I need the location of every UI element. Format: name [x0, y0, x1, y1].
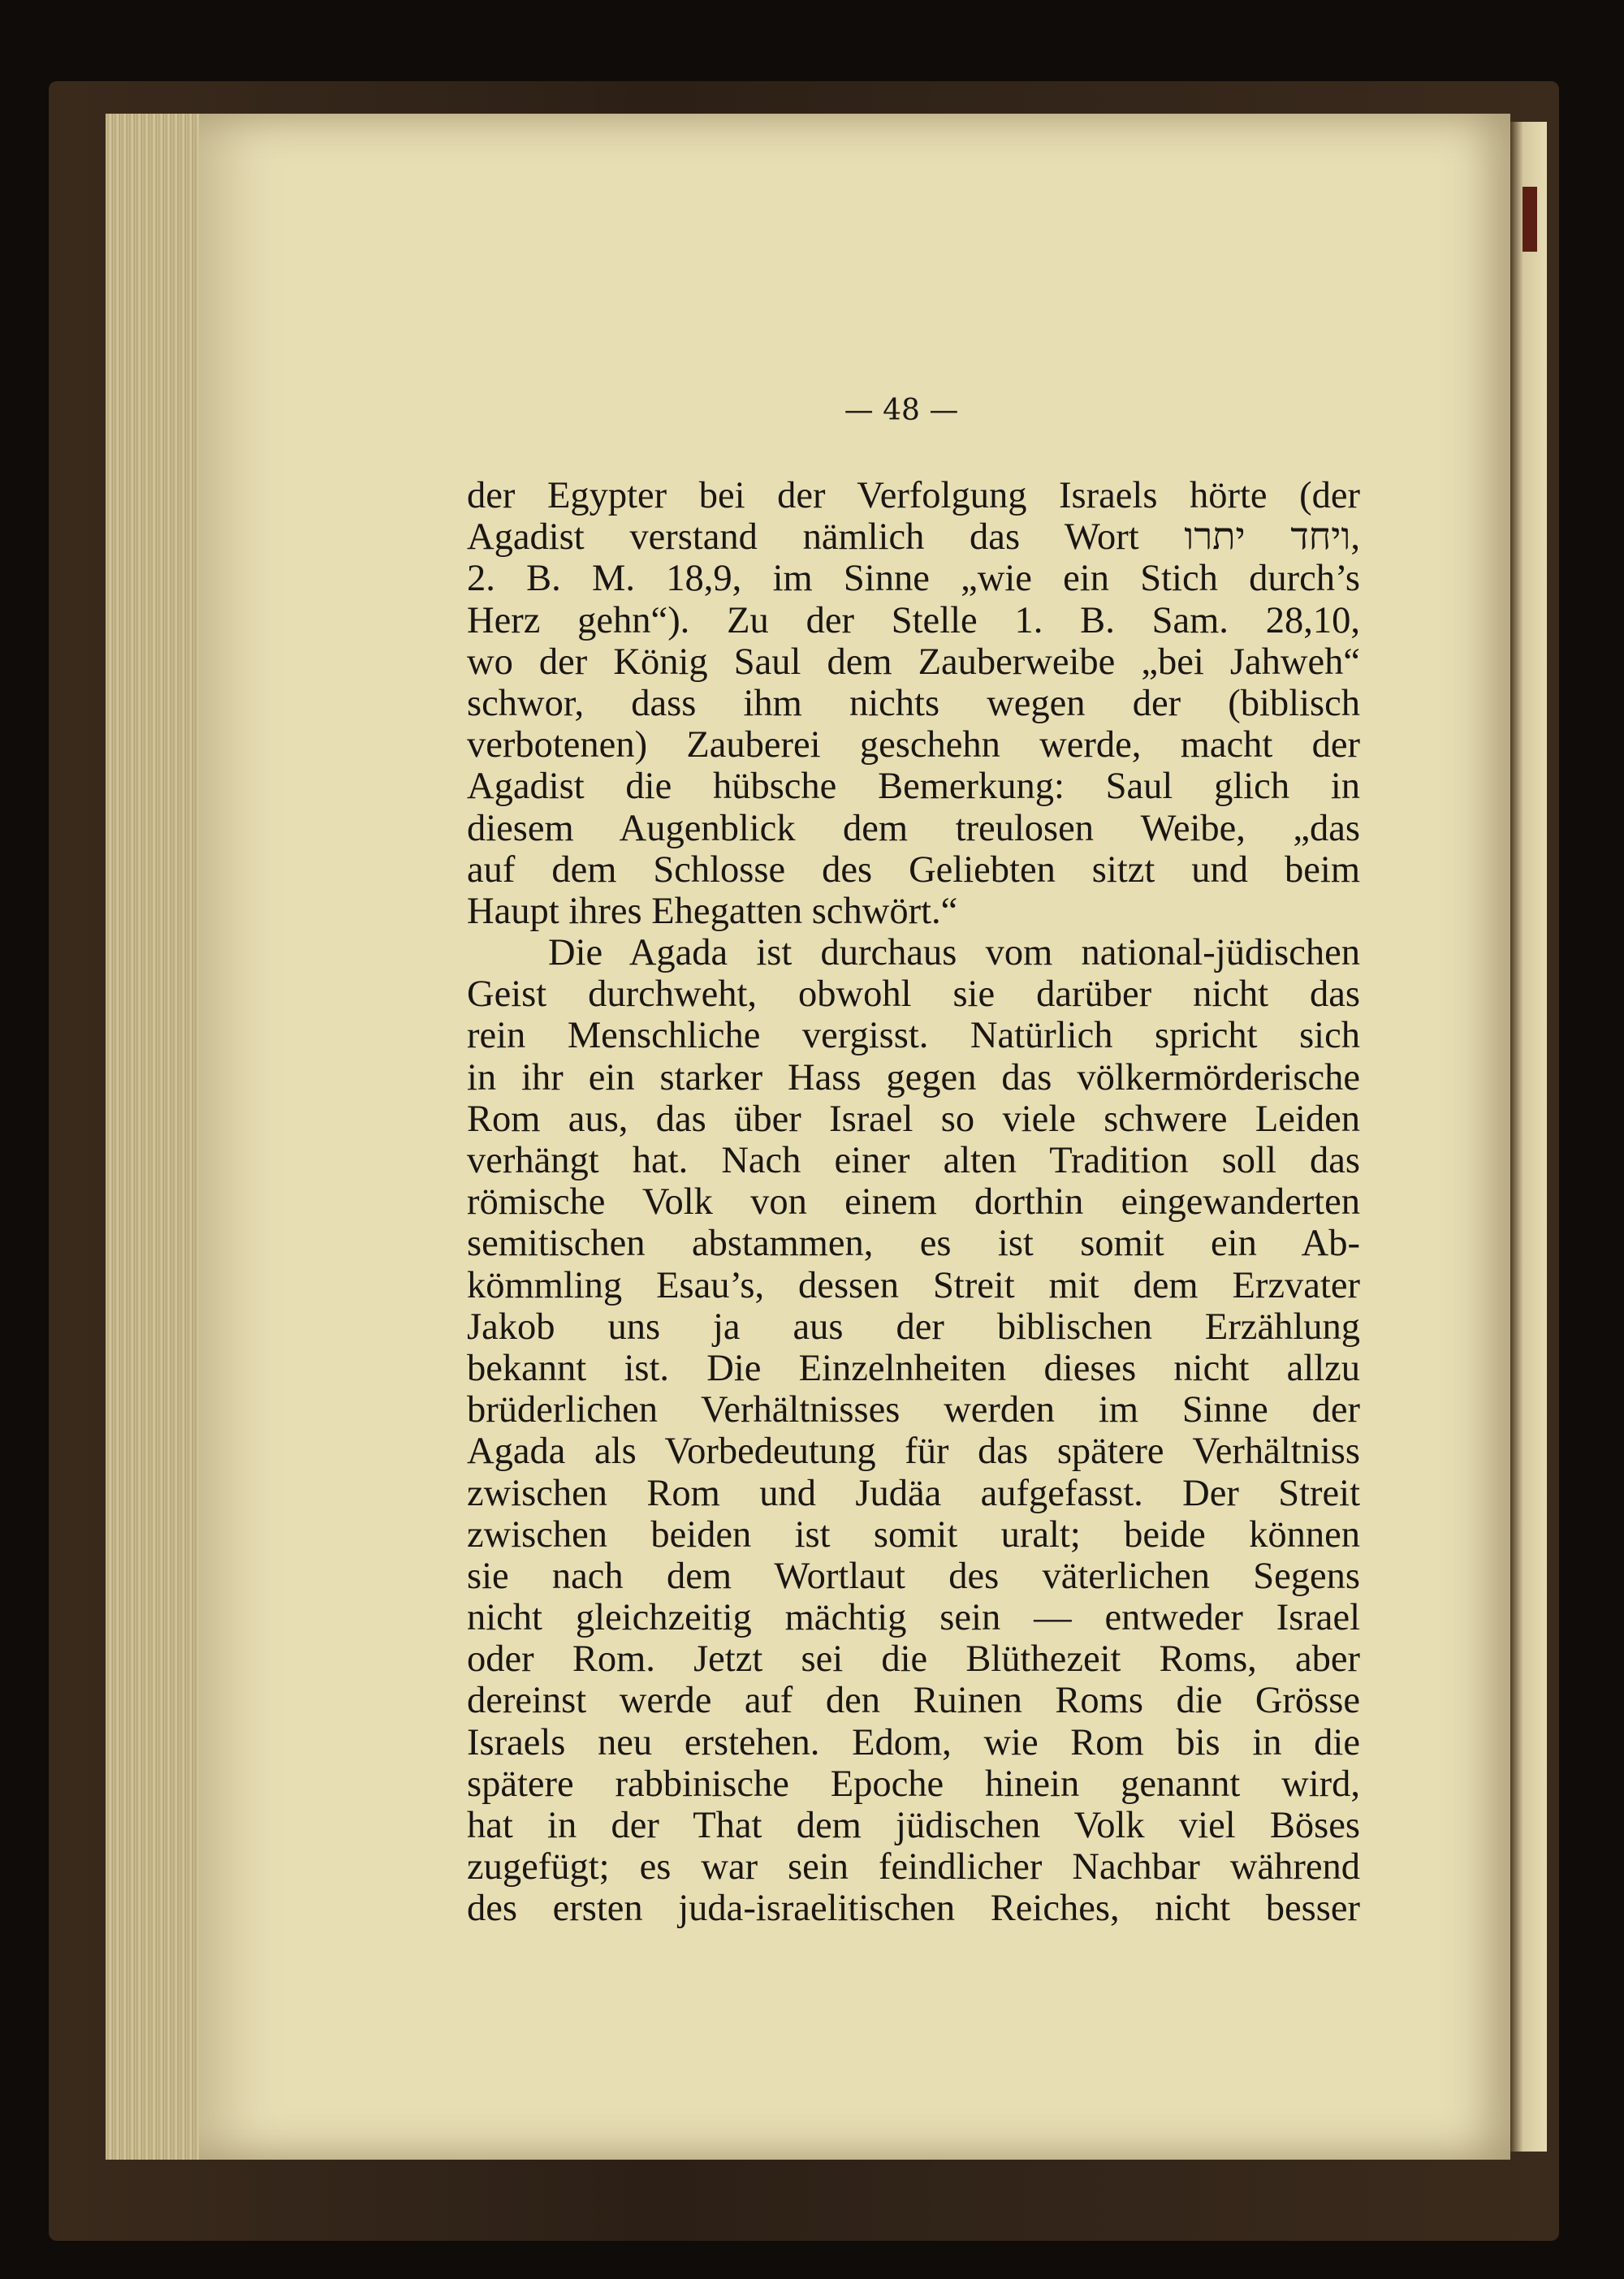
- text-line: spätere rabbinische Epoche hinein genannt wird,: [467, 1763, 1360, 1805]
- text-line: Agadist verstand nämlich das Wort ויחד יתרו,: [467, 516, 1361, 559]
- text-line: 2. B. M. 18,9, im Sinne „wie ein Stich durch’s: [467, 558, 1360, 600]
- text-line: oder Rom. Jetzt sei die Blüthezeit Roms, aber: [467, 1638, 1360, 1681]
- text-line: dereinst werde auf den Ruinen Roms die Grösse: [467, 1680, 1360, 1722]
- text-line: schwor, dass ihm nichts wegen der (biblisch: [467, 682, 1360, 724]
- text-line: des ersten juda-israelitischen Reiches, nicht besser: [467, 1888, 1360, 1930]
- body-text: [467, 475, 1360, 1930]
- text-line: verhängt hat. Nach einer alten Tradition soll das: [467, 1140, 1360, 1181]
- text-line: diesem Augenblick dem treulosen Weibe, „das: [467, 807, 1360, 849]
- text-line: Haupt ihres Ehegatten schwört.“: [467, 890, 958, 932]
- text-line: Rom aus, das über Israel so viele schwere Leiden: [467, 1098, 1360, 1140]
- text-line: Jakob uns ja aus der biblischen Erzählung: [467, 1306, 1360, 1348]
- text-line: Herz gehn“). Zu der Stelle 1. B. Sam. 28,10,: [467, 599, 1360, 641]
- text-line: in ihr ein starker Hass gegen das völkermörderische: [467, 1056, 1360, 1098]
- text-line: Israels neu erstehen. Edom, wie Rom bis in die: [467, 1721, 1360, 1763]
- text-line: Agada als Vorbedeutung für das spätere Verhältniss: [467, 1431, 1360, 1473]
- text-line: rein Menschliche vergisst. Natürlich spricht sich: [467, 1015, 1360, 1057]
- text-line: brüderlichen Verhältnisses werden im Sinne der: [467, 1389, 1360, 1431]
- text-line: verbotenen) Zauberei geschehn werde, macht der: [467, 724, 1360, 766]
- text-line: der Egypter bei der Verfolgung Israels hörte (der: [467, 475, 1360, 516]
- text-line: bekannt ist. Die Einzelnheiten dieses nicht allzu: [467, 1347, 1360, 1389]
- text-line: zugefügt; es war sein feindlicher Nachbar während: [467, 1846, 1360, 1888]
- text-line: semitischen abstammen, es ist somit ein Ab-: [467, 1223, 1360, 1265]
- text-line: Agadist die hübsche Bemerkung: Saul glich in: [467, 766, 1360, 808]
- text-line: nicht gleichzeitig mächtig sein — entweder Israel: [467, 1597, 1360, 1639]
- text-line: kömmling Esau’s, dessen Streit mit dem Erzvater: [467, 1264, 1360, 1306]
- text-line: Die Agada ist durchaus vom national-jüdischen: [548, 932, 1360, 974]
- text-line: wo der König Saul dem Zauberweibe „bei Jahweh“: [467, 641, 1360, 683]
- text-line: Geist durchweht, obwohl sie darüber nicht das: [467, 973, 1360, 1016]
- text-line: zwischen beiden ist somit uralt; beide können: [467, 1513, 1360, 1556]
- text-line: hat in der That dem jüdischen Volk viel Böses: [467, 1805, 1360, 1846]
- bookmark-ribbon: [1522, 187, 1537, 252]
- text-line: zwischen Rom und Judäa aufgefasst. Der Streit: [467, 1472, 1360, 1514]
- text-line: sie nach dem Wortlaut des väterlichen Segens: [467, 1555, 1360, 1597]
- text-line: auf dem Schlosse des Geliebten sitzt und beim: [467, 848, 1360, 891]
- text-line: römische Volk von einem dorthin eingewanderten: [467, 1181, 1360, 1224]
- page-number: — 48 —: [844, 394, 959, 427]
